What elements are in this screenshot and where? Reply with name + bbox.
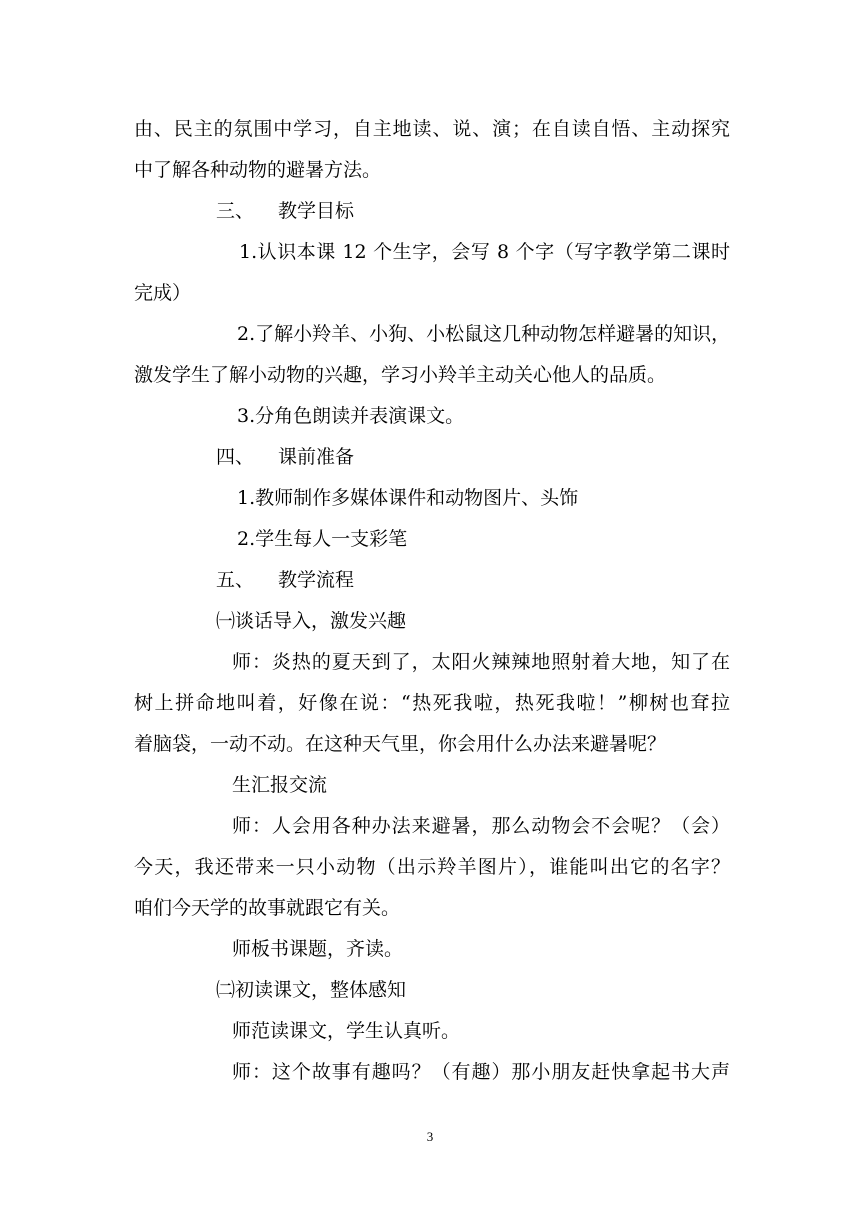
subsection-heading: ㈠谈话导入，激发兴趣 [216,610,407,632]
body-line: 完成） [134,282,192,304]
body-line: 师：炎热的夏天到了，太阳火辣辣地照射着大地，知了在 [232,651,730,673]
body-line: 1.认识本课 12 个生字，会写 8 个字（写字教学第二课时 [239,241,730,263]
section-title: 教学流程 [278,569,355,591]
body-line: 树上拼命地叫着，好像在说：“热死我啦，热死我啦！”柳树也耷拉 [134,692,730,714]
body-line: 师：人会用各种办法来避暑，那么动物会不会呢？（会） [232,815,730,837]
body-line: 生汇报交流 [232,774,328,796]
body-line: 师范读课文，学生认真听。 [232,1020,461,1042]
body-line: 2.了解小羚羊、小狗、小松鼠这几种动物怎样避暑的知识， [237,323,731,345]
section-number: 四、 [216,446,255,468]
body-line: 今天，我还带来一只小动物（出示羚羊图片），谁能叫出它的名字？ [134,856,730,878]
body-line: 2.学生每人一支彩笔 [237,528,408,550]
body-line: 师：这个故事有趣吗？（有趣）那小朋友赶快拿起书大声 [232,1061,730,1083]
body-line: 激发学生了解小动物的兴趣，学习小羚羊主动关心他人的品质。 [134,364,667,386]
body-line: 3.分角色朗读并表演课文。 [237,405,465,427]
page-number: 3 [426,1129,434,1144]
section-heading [216,199,354,223]
body-line: 由、民主的氛围中学习，自主地读、说、演；在自读自悟、主动探究 [134,118,730,140]
body-line: 师板书课题，齐读。 [232,938,404,960]
body-line: 中了解各种动物的避暑方法。 [134,159,382,181]
section-title: 教学目标 [278,200,355,222]
body-line: 着脑袋，一动不动。在这种天气里，你会用什么办法来避暑呢？ [134,733,667,755]
section-heading [216,568,354,592]
section-heading [216,445,354,469]
body-line: 咱们今天学的故事就跟它有关。 [134,897,401,919]
subsection-heading: ㈡初读课文，整体感知 [216,979,407,1001]
section-number: 五、 [216,569,255,591]
section-number: 三、 [216,200,255,222]
section-title: 课前准备 [278,446,355,468]
body-line: 1.教师制作多媒体课件和动物图片、头饰 [237,487,579,509]
